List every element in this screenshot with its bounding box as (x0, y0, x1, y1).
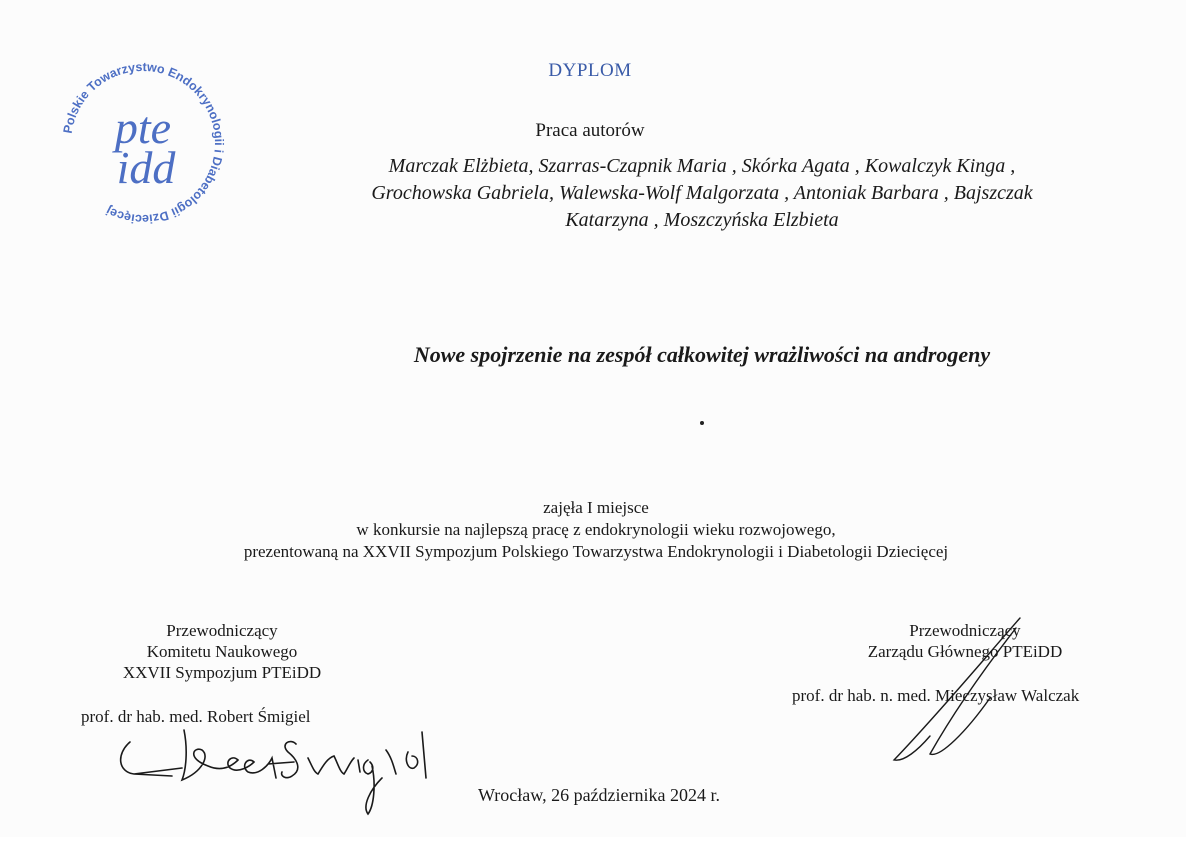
signatory-left-name: prof. dr hab. med. Robert Śmigiel (81, 707, 311, 726)
signature-left-handwritten (112, 722, 452, 822)
authors-line: Katarzyna , Moszczyńska Elzbieta (565, 209, 839, 231)
authors-line: Marczak Elżbieta, Szarras-Czapnik Maria , Skórka Agata , Kowalczyk Kinga , (388, 155, 1016, 177)
signatory-left-role (62, 620, 382, 683)
role-line: XXVII Sympozjum PTEiDD (122, 663, 322, 682)
signature-right-handwritten (870, 612, 1060, 772)
authors-line: Grochowska Gabriela, Walewska-Wolf Malgorzata , Antoniak Barbara , Bajszczak (371, 182, 1033, 204)
role-line: Zarządu Głównego PTEiDD (867, 642, 1063, 661)
diploma-title: DYPLOM (548, 60, 632, 81)
signatory-right-name: prof. dr hab. n. med. Mieczysław Walczak (792, 686, 1080, 705)
work-title: Nowe spojrzenie na zespół całkowitej wrażliwości na androgeny (413, 342, 991, 367)
authors-list (262, 153, 1142, 234)
role-line: Komitetu Naukowego (146, 642, 298, 661)
seal-monogram-bottom: idd (116, 142, 176, 193)
award-line: prezentowaną na XXVII Sympozjum Polskiego Towarzystwa Endokrynologii i Diabetologii Dziecięcej (243, 542, 949, 561)
role-line: Przewodniczący (909, 621, 1021, 640)
award-line: zajęła I miejsce (543, 498, 649, 517)
award-line: w konkursie na najlepszą pracę z endokrynologii wieku rozwojowego, (356, 520, 836, 539)
authors-label: Praca autorów (535, 120, 645, 141)
seal-ring-text: Polskie Towarzystwo Endokrynologii i Diabetologii Dziecięcej (60, 59, 227, 227)
role-line: Przewodniczący (166, 621, 278, 640)
place-and-date: Wrocław, 26 października 2024 r. (478, 785, 721, 805)
award-text (0, 497, 1192, 563)
ink-dot (700, 421, 704, 425)
seal-monogram-top: pte (114, 102, 172, 153)
